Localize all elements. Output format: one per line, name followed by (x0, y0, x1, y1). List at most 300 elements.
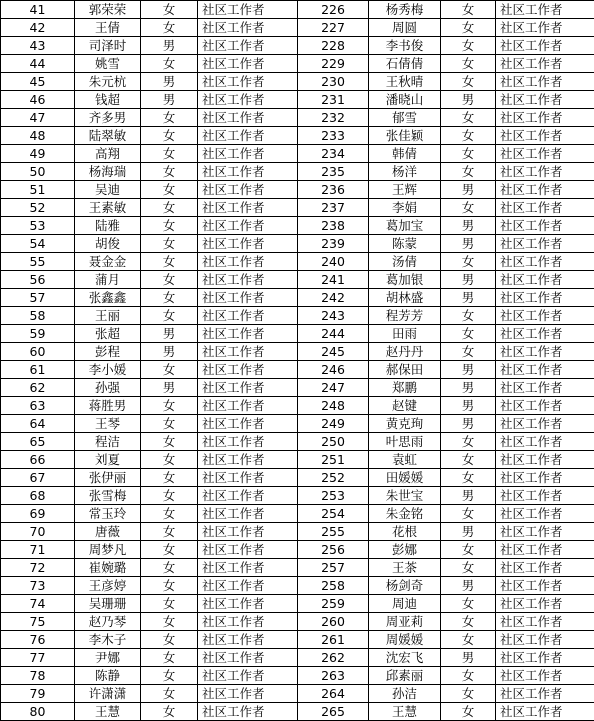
left-person-name: 胡俊 (75, 235, 141, 253)
left-gender-cell: 女 (141, 613, 198, 631)
right-row-number: 247 (298, 379, 369, 397)
left-role-cell: 社区工作者 (198, 379, 298, 397)
left-row-number: 64 (1, 415, 75, 433)
right-person-name: 邱素丽 (369, 667, 441, 685)
right-role-cell: 社区工作者 (496, 451, 594, 469)
left-person-name: 唐薇 (75, 523, 141, 541)
right-role-cell: 社区工作者 (496, 343, 594, 361)
left-person-name: 王彦婷 (75, 577, 141, 595)
left-gender-cell: 女 (141, 487, 198, 505)
right-row-number: 231 (298, 91, 369, 109)
right-row-number: 254 (298, 505, 369, 523)
right-role-cell: 社区工作者 (496, 163, 594, 181)
right-role-cell: 社区工作者 (496, 1, 594, 19)
left-row-number: 43 (1, 37, 75, 55)
table-row (1, 451, 594, 469)
right-row-number: 239 (298, 235, 369, 253)
left-person-name: 王素敏 (75, 199, 141, 217)
left-row-number: 62 (1, 379, 75, 397)
left-role-cell: 社区工作者 (198, 595, 298, 613)
right-role-cell: 社区工作者 (496, 199, 594, 217)
table-row (1, 649, 594, 667)
right-row-number: 242 (298, 289, 369, 307)
right-row-number: 232 (298, 109, 369, 127)
right-role-cell: 社区工作者 (496, 397, 594, 415)
left-person-name: 常玉玲 (75, 505, 141, 523)
table-row (1, 109, 594, 127)
table-row (1, 145, 594, 163)
right-row-number: 237 (298, 199, 369, 217)
left-person-name: 周梦凡 (75, 541, 141, 559)
right-gender-cell: 女 (441, 163, 496, 181)
left-gender-cell: 女 (141, 1, 198, 19)
table-row (1, 667, 594, 685)
left-person-name: 刘夏 (75, 451, 141, 469)
right-gender-cell: 男 (441, 487, 496, 505)
table-row (1, 1, 594, 19)
left-row-number: 46 (1, 91, 75, 109)
right-row-number: 245 (298, 343, 369, 361)
right-person-name: 韩倩 (369, 145, 441, 163)
left-person-name: 吴迪 (75, 181, 141, 199)
right-role-cell: 社区工作者 (496, 145, 594, 163)
left-gender-cell: 女 (141, 271, 198, 289)
right-person-name: 朱世宝 (369, 487, 441, 505)
left-gender-cell: 女 (141, 703, 198, 721)
left-person-name: 吴珊珊 (75, 595, 141, 613)
right-gender-cell: 女 (441, 199, 496, 217)
left-gender-cell: 女 (141, 631, 198, 649)
table-row (1, 91, 594, 109)
right-person-name: 葛加银 (369, 271, 441, 289)
left-role-cell: 社区工作者 (198, 649, 298, 667)
table-row (1, 469, 594, 487)
right-gender-cell: 女 (441, 595, 496, 613)
table-row (1, 235, 594, 253)
right-row-number: 227 (298, 19, 369, 37)
table-row (1, 271, 594, 289)
left-role-cell: 社区工作者 (198, 145, 298, 163)
table-row (1, 433, 594, 451)
left-gender-cell: 女 (141, 145, 198, 163)
left-role-cell: 社区工作者 (198, 1, 298, 19)
right-row-number: 252 (298, 469, 369, 487)
left-person-name: 王倩 (75, 19, 141, 37)
right-role-cell: 社区工作者 (496, 631, 594, 649)
right-role-cell: 社区工作者 (496, 361, 594, 379)
left-gender-cell: 女 (141, 127, 198, 145)
right-person-name: 周圆 (369, 19, 441, 37)
right-gender-cell: 女 (441, 325, 496, 343)
left-person-name: 尹娜 (75, 649, 141, 667)
right-gender-cell: 男 (441, 397, 496, 415)
right-person-name: 叶思雨 (369, 433, 441, 451)
left-gender-cell: 女 (141, 181, 198, 199)
right-role-cell: 社区工作者 (496, 181, 594, 199)
left-row-number: 69 (1, 505, 75, 523)
table-row (1, 595, 594, 613)
right-role-cell: 社区工作者 (496, 703, 594, 721)
right-person-name: 田雨 (369, 325, 441, 343)
left-person-name: 张鑫鑫 (75, 289, 141, 307)
left-person-name: 陆雅 (75, 217, 141, 235)
left-role-cell: 社区工作者 (198, 73, 298, 91)
right-role-cell: 社区工作者 (496, 109, 594, 127)
right-gender-cell: 男 (441, 415, 496, 433)
left-role-cell: 社区工作者 (198, 163, 298, 181)
right-gender-cell: 男 (441, 577, 496, 595)
left-person-name: 姚雪 (75, 55, 141, 73)
table-row (1, 577, 594, 595)
right-person-name: 沈宏飞 (369, 649, 441, 667)
right-row-number: 236 (298, 181, 369, 199)
right-row-number: 240 (298, 253, 369, 271)
left-role-cell: 社区工作者 (198, 253, 298, 271)
table-row (1, 487, 594, 505)
left-gender-cell: 女 (141, 451, 198, 469)
right-role-cell: 社区工作者 (496, 667, 594, 685)
right-row-number: 260 (298, 613, 369, 631)
left-person-name: 齐多男 (75, 109, 141, 127)
left-gender-cell: 女 (141, 397, 198, 415)
left-person-name: 王丽 (75, 307, 141, 325)
left-person-name: 陈静 (75, 667, 141, 685)
left-person-name: 张伊丽 (75, 469, 141, 487)
right-gender-cell: 男 (441, 361, 496, 379)
right-gender-cell: 男 (441, 91, 496, 109)
left-row-number: 56 (1, 271, 75, 289)
left-role-cell: 社区工作者 (198, 559, 298, 577)
right-role-cell: 社区工作者 (496, 235, 594, 253)
right-person-name: 田媛媛 (369, 469, 441, 487)
right-row-number: 250 (298, 433, 369, 451)
right-gender-cell: 男 (441, 217, 496, 235)
left-row-number: 55 (1, 253, 75, 271)
right-person-name: 杨秀梅 (369, 1, 441, 19)
right-role-cell: 社区工作者 (496, 217, 594, 235)
table-row (1, 163, 594, 181)
left-row-number: 41 (1, 1, 75, 19)
right-gender-cell: 男 (441, 379, 496, 397)
left-gender-cell: 女 (141, 505, 198, 523)
right-person-name: 潘晓山 (369, 91, 441, 109)
left-role-cell: 社区工作者 (198, 361, 298, 379)
right-role-cell: 社区工作者 (496, 379, 594, 397)
left-person-name: 高翔 (75, 145, 141, 163)
right-row-number: 256 (298, 541, 369, 559)
left-gender-cell: 女 (141, 289, 198, 307)
left-person-name: 蒋胜男 (75, 397, 141, 415)
left-row-number: 52 (1, 199, 75, 217)
left-person-name: 王慧 (75, 703, 141, 721)
right-person-name: 孙洁 (369, 685, 441, 703)
table-row (1, 37, 594, 55)
right-row-number: 230 (298, 73, 369, 91)
right-person-name: 葛加宝 (369, 217, 441, 235)
right-gender-cell: 女 (441, 613, 496, 631)
table-row (1, 541, 594, 559)
left-row-number: 76 (1, 631, 75, 649)
left-row-number: 78 (1, 667, 75, 685)
left-person-name: 程洁 (75, 433, 141, 451)
right-gender-cell: 男 (441, 649, 496, 667)
left-role-cell: 社区工作者 (198, 91, 298, 109)
right-gender-cell: 男 (441, 289, 496, 307)
left-row-number: 60 (1, 343, 75, 361)
left-row-number: 77 (1, 649, 75, 667)
left-role-cell: 社区工作者 (198, 19, 298, 37)
left-gender-cell: 男 (141, 325, 198, 343)
right-row-number: 257 (298, 559, 369, 577)
left-row-number: 49 (1, 145, 75, 163)
left-gender-cell: 男 (141, 73, 198, 91)
left-role-cell: 社区工作者 (198, 703, 298, 721)
left-row-number: 48 (1, 127, 75, 145)
left-person-name: 司泽时 (75, 37, 141, 55)
left-person-name: 孙强 (75, 379, 141, 397)
left-row-number: 70 (1, 523, 75, 541)
right-person-name: 杨剑奇 (369, 577, 441, 595)
left-row-number: 73 (1, 577, 75, 595)
table-row (1, 289, 594, 307)
right-role-cell: 社区工作者 (496, 127, 594, 145)
right-role-cell: 社区工作者 (496, 595, 594, 613)
left-role-cell: 社区工作者 (198, 325, 298, 343)
table-row (1, 127, 594, 145)
table-row (1, 559, 594, 577)
right-person-name: 李书俊 (369, 37, 441, 55)
left-role-cell: 社区工作者 (198, 127, 298, 145)
left-person-name: 赵乃琴 (75, 613, 141, 631)
table-row (1, 613, 594, 631)
right-gender-cell: 女 (441, 19, 496, 37)
right-person-name: 周亚莉 (369, 613, 441, 631)
right-role-cell: 社区工作者 (496, 19, 594, 37)
right-role-cell: 社区工作者 (496, 307, 594, 325)
right-role-cell: 社区工作者 (496, 541, 594, 559)
table-row (1, 199, 594, 217)
right-role-cell: 社区工作者 (496, 487, 594, 505)
left-gender-cell: 女 (141, 433, 198, 451)
left-row-number: 59 (1, 325, 75, 343)
left-gender-cell: 男 (141, 379, 198, 397)
left-row-number: 61 (1, 361, 75, 379)
right-person-name: 张佳颖 (369, 127, 441, 145)
left-row-number: 45 (1, 73, 75, 91)
right-role-cell: 社区工作者 (496, 55, 594, 73)
left-role-cell: 社区工作者 (198, 415, 298, 433)
table-row (1, 253, 594, 271)
left-row-number: 57 (1, 289, 75, 307)
table-row (1, 361, 594, 379)
right-person-name: 王辉 (369, 181, 441, 199)
right-person-name: 黄克珣 (369, 415, 441, 433)
right-gender-cell: 女 (441, 343, 496, 361)
right-person-name: 赵键 (369, 397, 441, 415)
left-row-number: 53 (1, 217, 75, 235)
left-person-name: 李木子 (75, 631, 141, 649)
left-row-number: 66 (1, 451, 75, 469)
right-row-number: 248 (298, 397, 369, 415)
right-gender-cell: 女 (441, 451, 496, 469)
right-row-number: 261 (298, 631, 369, 649)
right-row-number: 263 (298, 667, 369, 685)
left-gender-cell: 女 (141, 577, 198, 595)
right-gender-cell: 女 (441, 703, 496, 721)
right-person-name: 赵丹丹 (369, 343, 441, 361)
right-row-number: 264 (298, 685, 369, 703)
left-role-cell: 社区工作者 (198, 343, 298, 361)
right-gender-cell: 女 (441, 37, 496, 55)
left-gender-cell: 女 (141, 253, 198, 271)
right-row-number: 251 (298, 451, 369, 469)
right-row-number: 235 (298, 163, 369, 181)
right-role-cell: 社区工作者 (496, 325, 594, 343)
left-person-name: 郭荣荣 (75, 1, 141, 19)
right-role-cell: 社区工作者 (496, 523, 594, 541)
left-row-number: 50 (1, 163, 75, 181)
right-gender-cell: 女 (441, 631, 496, 649)
left-gender-cell: 女 (141, 55, 198, 73)
right-person-name: 郁雪 (369, 109, 441, 127)
right-gender-cell: 男 (441, 271, 496, 289)
right-gender-cell: 女 (441, 667, 496, 685)
right-gender-cell: 女 (441, 559, 496, 577)
left-role-cell: 社区工作者 (198, 523, 298, 541)
left-role-cell: 社区工作者 (198, 307, 298, 325)
left-role-cell: 社区工作者 (198, 577, 298, 595)
table-row (1, 181, 594, 199)
left-gender-cell: 男 (141, 343, 198, 361)
left-gender-cell: 女 (141, 163, 198, 181)
right-role-cell: 社区工作者 (496, 649, 594, 667)
right-row-number: 249 (298, 415, 369, 433)
left-gender-cell: 女 (141, 541, 198, 559)
right-row-number: 243 (298, 307, 369, 325)
right-person-name: 陈蒙 (369, 235, 441, 253)
left-person-name: 陆翠敏 (75, 127, 141, 145)
left-role-cell: 社区工作者 (198, 541, 298, 559)
table-row (1, 685, 594, 703)
left-role-cell: 社区工作者 (198, 37, 298, 55)
right-gender-cell: 女 (441, 145, 496, 163)
right-gender-cell: 女 (441, 127, 496, 145)
table-row (1, 343, 594, 361)
table-row (1, 55, 594, 73)
left-person-name: 许潇潇 (75, 685, 141, 703)
left-row-number: 80 (1, 703, 75, 721)
right-role-cell: 社区工作者 (496, 289, 594, 307)
right-gender-cell: 男 (441, 235, 496, 253)
right-gender-cell: 女 (441, 469, 496, 487)
left-gender-cell: 女 (141, 595, 198, 613)
right-role-cell: 社区工作者 (496, 73, 594, 91)
left-row-number: 68 (1, 487, 75, 505)
right-gender-cell: 女 (441, 541, 496, 559)
table-row (1, 631, 594, 649)
right-gender-cell: 女 (441, 685, 496, 703)
right-row-number: 229 (298, 55, 369, 73)
left-person-name: 崔婉璐 (75, 559, 141, 577)
right-person-name: 程芳芳 (369, 307, 441, 325)
right-row-number: 233 (298, 127, 369, 145)
left-role-cell: 社区工作者 (198, 181, 298, 199)
left-row-number: 51 (1, 181, 75, 199)
table-row (1, 379, 594, 397)
right-role-cell: 社区工作者 (496, 685, 594, 703)
left-gender-cell: 男 (141, 91, 198, 109)
left-gender-cell: 女 (141, 649, 198, 667)
left-person-name: 杨海瑞 (75, 163, 141, 181)
left-gender-cell: 女 (141, 307, 198, 325)
right-person-name: 郝保田 (369, 361, 441, 379)
right-person-name: 彭娜 (369, 541, 441, 559)
left-row-number: 63 (1, 397, 75, 415)
table-row (1, 703, 594, 721)
right-row-number: 253 (298, 487, 369, 505)
left-gender-cell: 女 (141, 109, 198, 127)
left-gender-cell: 女 (141, 559, 198, 577)
table-row (1, 325, 594, 343)
right-row-number: 259 (298, 595, 369, 613)
table-body (1, 1, 594, 721)
left-row-number: 71 (1, 541, 75, 559)
left-role-cell: 社区工作者 (198, 217, 298, 235)
right-role-cell: 社区工作者 (496, 613, 594, 631)
table-row (1, 307, 594, 325)
left-role-cell: 社区工作者 (198, 451, 298, 469)
left-gender-cell: 女 (141, 523, 198, 541)
table-row (1, 397, 594, 415)
left-person-name: 王琴 (75, 415, 141, 433)
right-person-name: 袁虹 (369, 451, 441, 469)
right-gender-cell: 女 (441, 109, 496, 127)
right-row-number: 262 (298, 649, 369, 667)
right-person-name: 周媛媛 (369, 631, 441, 649)
left-person-name: 聂金金 (75, 253, 141, 271)
left-role-cell: 社区工作者 (198, 469, 298, 487)
right-gender-cell: 女 (441, 73, 496, 91)
right-person-name: 石倩倩 (369, 55, 441, 73)
left-row-number: 44 (1, 55, 75, 73)
right-gender-cell: 女 (441, 1, 496, 19)
left-row-number: 67 (1, 469, 75, 487)
right-gender-cell: 女 (441, 505, 496, 523)
left-person-name: 钱超 (75, 91, 141, 109)
left-role-cell: 社区工作者 (198, 667, 298, 685)
left-role-cell: 社区工作者 (198, 55, 298, 73)
right-person-name: 王慧 (369, 703, 441, 721)
right-gender-cell: 女 (441, 55, 496, 73)
table-row (1, 19, 594, 37)
right-role-cell: 社区工作者 (496, 577, 594, 595)
right-row-number: 234 (298, 145, 369, 163)
left-role-cell: 社区工作者 (198, 487, 298, 505)
right-row-number: 226 (298, 1, 369, 19)
left-row-number: 79 (1, 685, 75, 703)
left-row-number: 58 (1, 307, 75, 325)
right-row-number: 238 (298, 217, 369, 235)
right-gender-cell: 男 (441, 181, 496, 199)
left-row-number: 74 (1, 595, 75, 613)
right-row-number: 246 (298, 361, 369, 379)
left-row-number: 75 (1, 613, 75, 631)
right-person-name: 花根 (369, 523, 441, 541)
left-gender-cell: 男 (141, 37, 198, 55)
right-role-cell: 社区工作者 (496, 91, 594, 109)
right-person-name: 李娟 (369, 199, 441, 217)
left-gender-cell: 女 (141, 667, 198, 685)
